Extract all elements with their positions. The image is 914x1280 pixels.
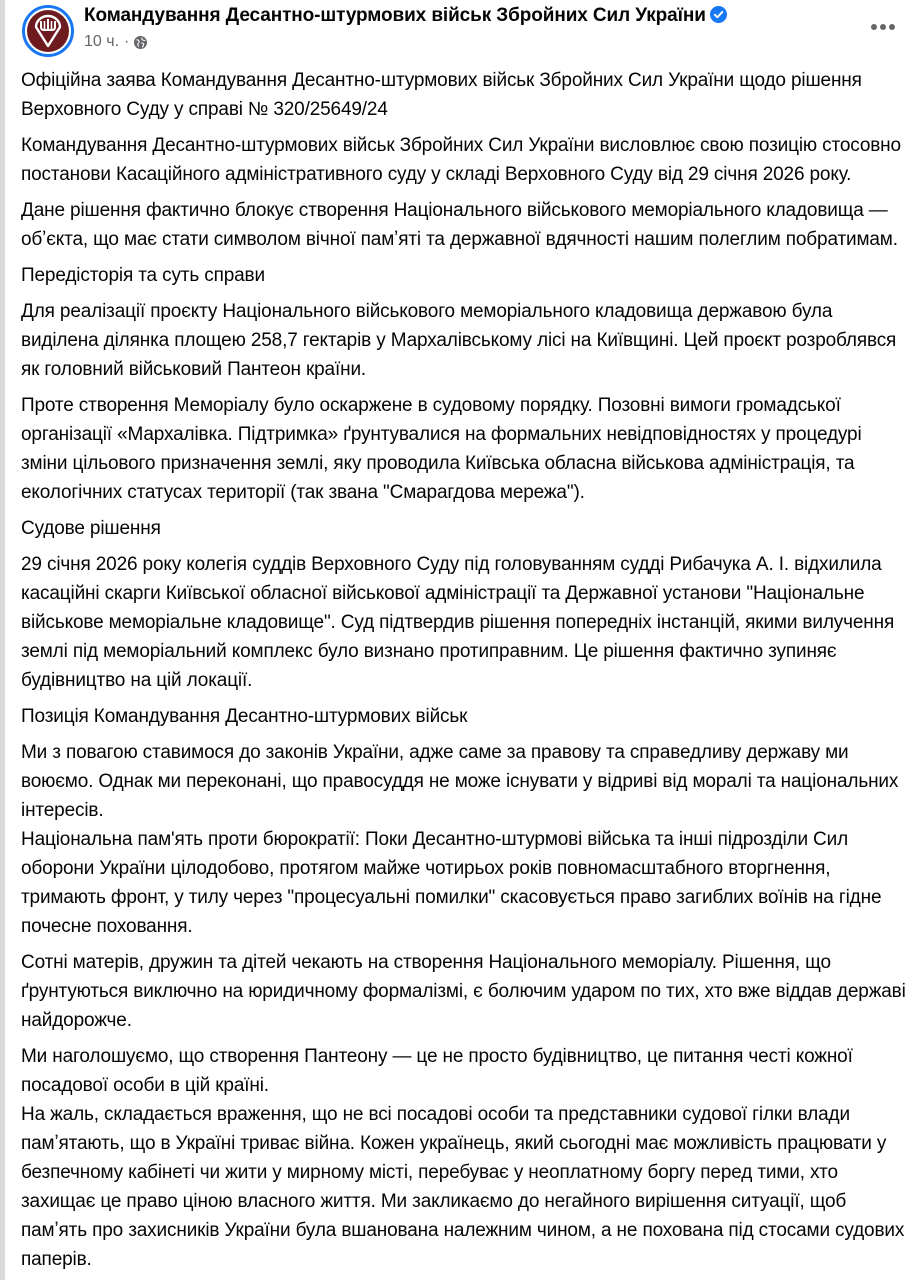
- section-heading-position: Позиція Командування Десантно-штурмових військ: [21, 706, 468, 727]
- paragraph-court-decision: 29 січня 2026 року колегія суддів Верховного Суду під головуванням судді Рибачука А. І. відхилила касаційні скарги Київської обласної військової адміністрації та Державної установи "Національне військове меморіальне кладовище". Суд підтвердив рішення попередніх інстанцій, якими вилучення землі під меморіальний комплекс було визнано протиправним. Це рішення фактично зупиняє будівництво на цій локації.: [21, 554, 895, 691]
- paragraph-call-to-action: На жаль, складається враження, що не всі посадові особи та представники судової гілки влади памʼятають, що в Україні триває війна. Кожен українець, який сьогодні має можливість працювати у безпечному кабінеті чи жити у мирному місті, перебуває у неоплатному боргу перед тими, хто захищає це право ціною власного життя. Ми закликаємо до негайного вирішення ситуації, щоб памʼять про захисників України була вшанована належним чином, а не похована під стосами судових паперів.: [21, 1104, 905, 1270]
- paragraph-intro: Командування Десантно-штурмових військ Збройних Сил України висловлює свою позицію стосовно постанови Касаційного адміністративного суду у складі Верховного Суду від 29 січня 2026 року.: [21, 135, 901, 185]
- more-options-dot: [871, 24, 877, 30]
- paragraph-project: Для реалізації проєкту Національного військового меморіального кладовища державою була виділена ділянка площею 258,7 гектарів у Мархалівському лісі на Київщині. Цей проєкт розроблявся як головний військовий Пантеон країни.: [21, 301, 897, 380]
- paragraph-families: Сотні матерів, дружин та дітей чекають на створення Національного меморіалу. Рішення, що ґрунтуються виключно на юридичному формалізмі, є болючим ударом по тих, хто вже віддав державі найдорожче.: [21, 952, 906, 1031]
- more-options-dot: [880, 24, 886, 30]
- post-body: [21, 66, 911, 1280]
- meta-separator: ·: [124, 33, 130, 50]
- paragraph-respect-laws: Ми з повагою ставимося до законів України, адже саме за правову та справедливу державу ми воюємо. Однак ми переконані, що правосуддя не може існувати у відриві від моралі та національних інтересів.: [21, 742, 899, 821]
- more-options-dot: [889, 24, 895, 30]
- facebook-post: [5, 0, 914, 1280]
- paragraph-pantheon-honor: Ми наголошуємо, що створення Пантеону — це не просто будівництво, це питання честі кожної посадової особи в цій країні.: [21, 1046, 853, 1096]
- author-name[interactable]: [84, 5, 727, 27]
- parachute-emblem-icon: [27, 10, 69, 52]
- statement-title: Офіційна заява Командування Десантно-штурмових військ Збройних Сил України щодо рішення Верховного Суду у справі № 320/25649/24: [21, 70, 862, 120]
- more-options-button[interactable]: [871, 20, 897, 34]
- post-header: [5, 0, 914, 62]
- avatar[interactable]: [22, 5, 74, 57]
- paragraph-national-memory: Національна пам'ять проти бюрократії: Поки Десантно-штурмові війська та інші підрозділи Сил оборони України цілодобово, протягом майже чотирьох років повномасштабного вторгнення, тримають фронт, у тилу через "процесуальні помилки" скасовується право загиблих воїнів на гідне почесне поховання.: [21, 829, 882, 937]
- post-timestamp[interactable]: 10 ч.: [84, 33, 120, 50]
- author-name-text[interactable]: Командування Десантно-штурмових військ Збройних Сил України: [84, 5, 706, 26]
- section-heading-background: Передісторія та суть справи: [21, 265, 265, 286]
- verified-badge-icon: [710, 6, 727, 23]
- paragraph-lawsuit: Проте створення Меморіалу було оскаржене в судовому порядку. Позовні вимоги громадської організації «Мархалівка. Підтримка» ґрунтувалися на формальних невідповідностях у процедурі зміни цільового призначення землі, яку проводила Київська обласна військова адміністрація, та екологічних статусах території (так звана "Смарагдова мережа").: [21, 395, 862, 503]
- paragraph-blocking: Дане рішення фактично блокує створення Національного військового меморіального кладовища — обʼєкта, що має стати символом вічної памʼяті та державної вдячності нашим полеглим побратимам.: [21, 200, 898, 250]
- globe-icon: [134, 36, 147, 49]
- section-heading-court-decision: Судове рішення: [21, 518, 161, 539]
- post-meta: [84, 33, 147, 51]
